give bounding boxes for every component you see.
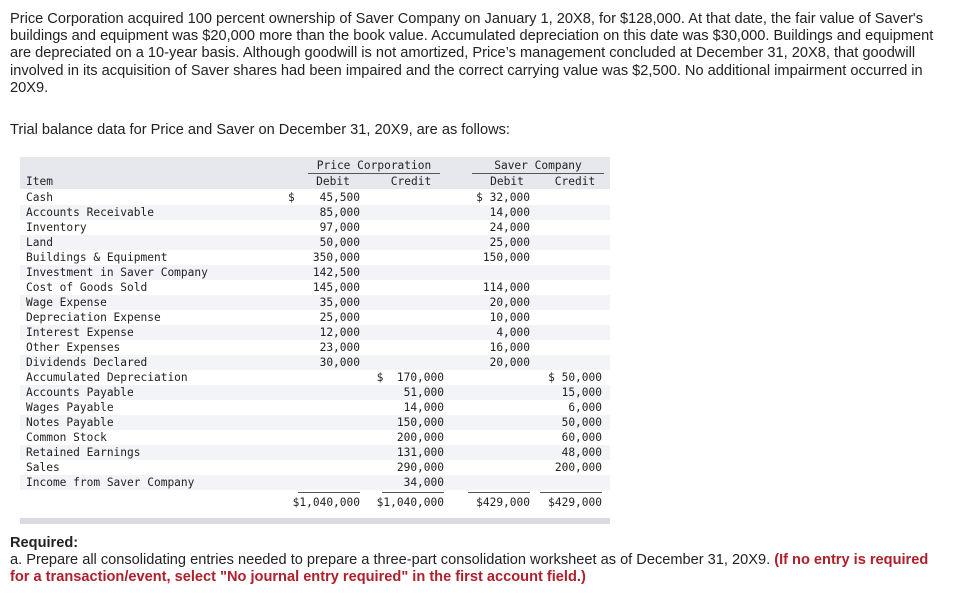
required-title: Required: — [10, 535, 79, 551]
row-item-label: Inventory — [26, 221, 87, 234]
row-item-label: Income from Saver Company — [26, 476, 195, 489]
row-item-label: Wages Payable — [26, 401, 114, 414]
price-credit-value: 290,000 — [396, 461, 444, 474]
row-item-label: Notes Payable — [26, 416, 114, 429]
saver-company-header: Saver Company — [494, 159, 582, 172]
required-section — [10, 535, 950, 587]
price-credit-total: $1,040,000 — [376, 496, 444, 509]
row-item-label: Cost of Goods Sold — [26, 281, 148, 294]
saver-debit-total: $429,000 — [476, 496, 530, 509]
trial-balance-intro: Trial balance data for Price and Saver on December 31, 20X9, are as follows: — [10, 122, 510, 138]
price-debit-value: 142,500 — [312, 266, 360, 279]
row-item-label: Dividends Declared — [26, 356, 148, 369]
price-debit-value: 35,000 — [319, 296, 360, 309]
saver-debit-value: 24,000 — [489, 221, 530, 234]
saver-credit-value: 200,000 — [554, 461, 602, 474]
row-item-label: Accumulated Depreciation — [26, 371, 188, 384]
saver-debit-value: 4,000 — [496, 326, 530, 339]
total-underline — [382, 492, 444, 493]
saver-credit-value: 6,000 — [568, 401, 602, 414]
problem-paragraph: Price Corporation acquired 100 percent ownership of Saver Company on January 1, 20X8, for $128,000. At that date, the fair value of Saver's buildings and equipment was $20,000 more than the book value. Accumulated depreciation on this date was $30,000. Buildings and equipment are depreciated on a 10-year basis. Although goodwill is not amortized, Price’s management concluded at December 31, 20X8, that goodwill involved in its acquisition of Saver shares had been impaired and the correct carrying value was $2,500. No additional impairment occurred in 20X9. — [10, 11, 934, 96]
price-debit-value: 45,500 — [319, 191, 360, 204]
row-item-label: Retained Earnings — [26, 446, 141, 459]
saver-debit-value: 14,000 — [489, 206, 530, 219]
price-credit-value: 150,000 — [396, 416, 444, 429]
price-debit-total: $1,040,000 — [292, 496, 360, 509]
table-footer-band — [20, 518, 610, 524]
price-credit-value: 200,000 — [396, 431, 444, 444]
saver-credit-value: $ 50,000 — [548, 371, 602, 384]
price-debit-value: 350,000 — [312, 251, 360, 264]
saver-debit-value: 20,000 — [489, 356, 530, 369]
price-credit-value: $ 170,000 — [376, 371, 444, 384]
price-debit-value: 30,000 — [319, 356, 360, 369]
saver-credit-header: Credit — [554, 175, 596, 188]
saver-credit-total: $429,000 — [548, 496, 602, 509]
row-item-label: Investment in Saver Company — [26, 266, 208, 279]
price-credit-value: 51,000 — [403, 386, 444, 399]
price-debit-value: 12,000 — [319, 326, 360, 339]
price-credit-value: 131,000 — [396, 446, 444, 459]
saver-credit-value: 50,000 — [561, 416, 602, 429]
saver-debit-value: 150,000 — [482, 251, 530, 264]
required-note: (If no entry is required for a transaction/event, select "No journal entry required" in the first account field.) — [10, 552, 929, 586]
price-debit-value: 145,000 — [312, 281, 360, 294]
price-debit-header: Debit — [316, 175, 350, 188]
row-item-label: Wage Expense — [26, 296, 107, 309]
price-debit-value: 85,000 — [319, 206, 360, 219]
saver-debit-value: $ 32,000 — [476, 191, 530, 204]
price-debit-value: 25,000 — [319, 311, 360, 324]
price-debit-value: 97,000 — [319, 221, 360, 234]
required-text: a. Prepare all consolidating entries needed to prepare a three-part consolidation worksheet as of December 31, 20X9. — [10, 552, 775, 569]
price-credit-value: 34,000 — [403, 476, 444, 489]
row-item-label: Interest Expense — [26, 326, 134, 339]
price-corporation-header: Price Corporation — [316, 159, 432, 172]
total-underline — [468, 492, 530, 493]
saver-credit-value: 48,000 — [561, 446, 602, 459]
row-item-label: Accounts Payable — [26, 386, 134, 399]
saver-credit-value: 15,000 — [561, 386, 602, 399]
row-item-label: Buildings & Equipment — [26, 251, 168, 264]
row-item-label: Other Expenses — [26, 341, 121, 354]
row-item-label: Sales — [26, 461, 60, 474]
saver-credit-value: 60,000 — [561, 431, 602, 444]
dollar-sign: $ — [288, 191, 295, 204]
price-credit-value: 14,000 — [403, 401, 444, 414]
saver-debit-header: Debit — [490, 175, 524, 188]
saver-debit-value: 25,000 — [489, 236, 530, 249]
price-credit-header: Credit — [390, 175, 432, 188]
saver-debit-value: 114,000 — [482, 281, 530, 294]
saver-debit-value: 20,000 — [489, 296, 530, 309]
row-item-label: Common Stock — [26, 431, 107, 444]
row-item-label: Accounts Receivable — [26, 206, 154, 219]
row-item-label: Land — [26, 236, 53, 249]
saver-debit-value: 10,000 — [489, 311, 530, 324]
row-item-label: Cash — [26, 191, 53, 204]
trial-balance-table — [20, 157, 610, 527]
price-debit-value: 23,000 — [319, 341, 360, 354]
saver-debit-value: 16,000 — [489, 341, 530, 354]
total-underline — [540, 492, 602, 493]
row-item-label: Depreciation Expense — [26, 311, 161, 324]
item-column-header: Item — [26, 175, 53, 188]
total-underline — [298, 492, 360, 493]
price-debit-value: 50,000 — [319, 236, 360, 249]
